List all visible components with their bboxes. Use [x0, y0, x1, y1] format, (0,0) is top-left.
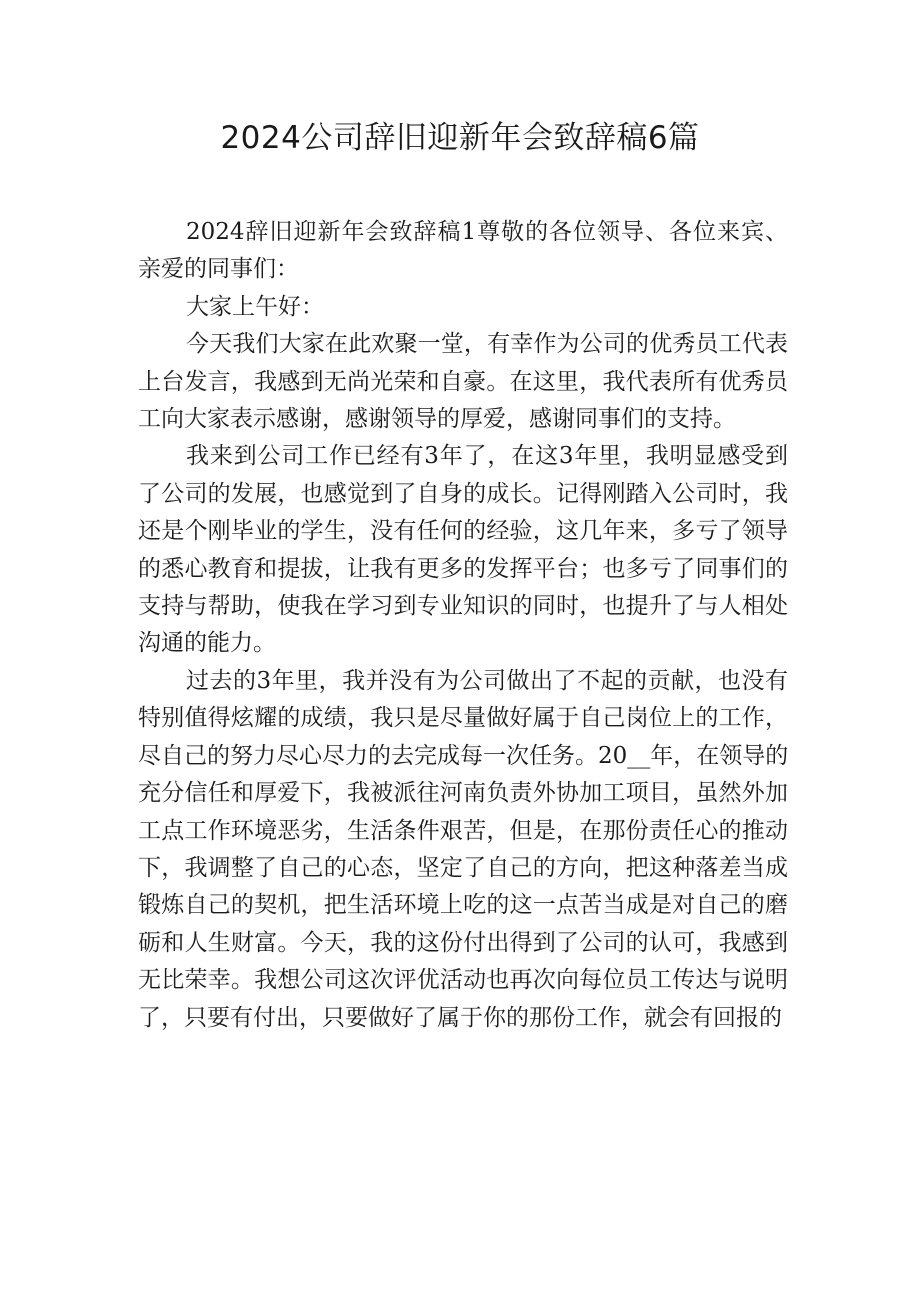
paragraph-line: 了，只要有付出，只要做好了属于你的那份工作，就会有回报的 — [138, 1004, 782, 1031]
paragraph-line: 亲爱的同事们： — [138, 256, 299, 283]
body-paragraph — [138, 663, 788, 1037]
paragraph-line: 沟通的能力。 — [138, 630, 276, 657]
paragraph-line: 过去的3年里，我并没有为公司做出了不起的贡献，也没有 — [186, 667, 788, 694]
paragraph-line: 的悉心教育和提拔，让我有更多的发挥平台；也多亏了同事们的 — [138, 555, 788, 582]
body-paragraph — [138, 326, 788, 438]
body-paragraph — [138, 438, 788, 662]
paragraph-line: 2024辞旧迎新年会致辞稿1尊敬的各位领导、各位来宾、 — [186, 219, 788, 245]
paragraph-line: 无比荣幸。我想公司这次评优活动也再次向每位员工传达与说明 — [138, 967, 788, 994]
document-title: 2024公司辞旧迎新年会致辞稿6篇 — [220, 120, 700, 156]
document-body — [138, 214, 788, 1037]
paragraph-line: 尽自己的努力尽心尽力的去完成每一次任务。20__年，在领导的 — [138, 742, 789, 769]
paragraph-line: 锻炼自己的契机，把生活环境上吃的这一点苦当成是对自己的磨 — [138, 892, 788, 919]
paragraph-line: 上台发言，我感到无尚光荣和自豪。在这里，我代表所有优秀员 — [138, 368, 788, 395]
paragraph-line: 砺和人生财富。今天，我的这份付出得到了公司的认可，我感到 — [138, 929, 788, 956]
paragraph-line: 大家上午好： — [186, 293, 324, 320]
paragraph-line: 工点工作环境恶劣，生活条件艰苦，但是，在那份责任心的推动 — [138, 817, 788, 844]
paragraph-line: 我来到公司工作已经有3年了，在这3年里，我明显感受到 — [186, 443, 788, 470]
paragraph-line: 今天我们大家在此欢聚一堂，有幸作为公司的优秀员工代表 — [186, 331, 788, 358]
paragraph-line: 下，我调整了自己的心态，坚定了自己的方向，把这种落差当成 — [138, 854, 788, 881]
paragraph-line: 还是个刚毕业的学生，没有任何的经验，这几年来，多亏了领导 — [138, 518, 788, 545]
paragraph-line: 工向大家表示感谢，感谢领导的厚爱，感谢同事们的支持。 — [138, 406, 736, 433]
paragraph-line: 了公司的发展，也感觉到了自身的成长。记得刚踏入公司时，我 — [138, 480, 788, 507]
paragraph-line: 支持与帮助，使我在学习到专业知识的同时，也提升了与人相处 — [138, 593, 788, 620]
body-paragraph — [138, 289, 788, 326]
body-paragraph — [138, 214, 788, 289]
paragraph-line: 特别值得炫耀的成绩，我只是尽量做好属于自己岗位上的工作， — [138, 705, 788, 732]
paragraph-line: 充分信任和厚爱下，我被派往河南负责外协加工项目，虽然外加 — [138, 780, 788, 807]
